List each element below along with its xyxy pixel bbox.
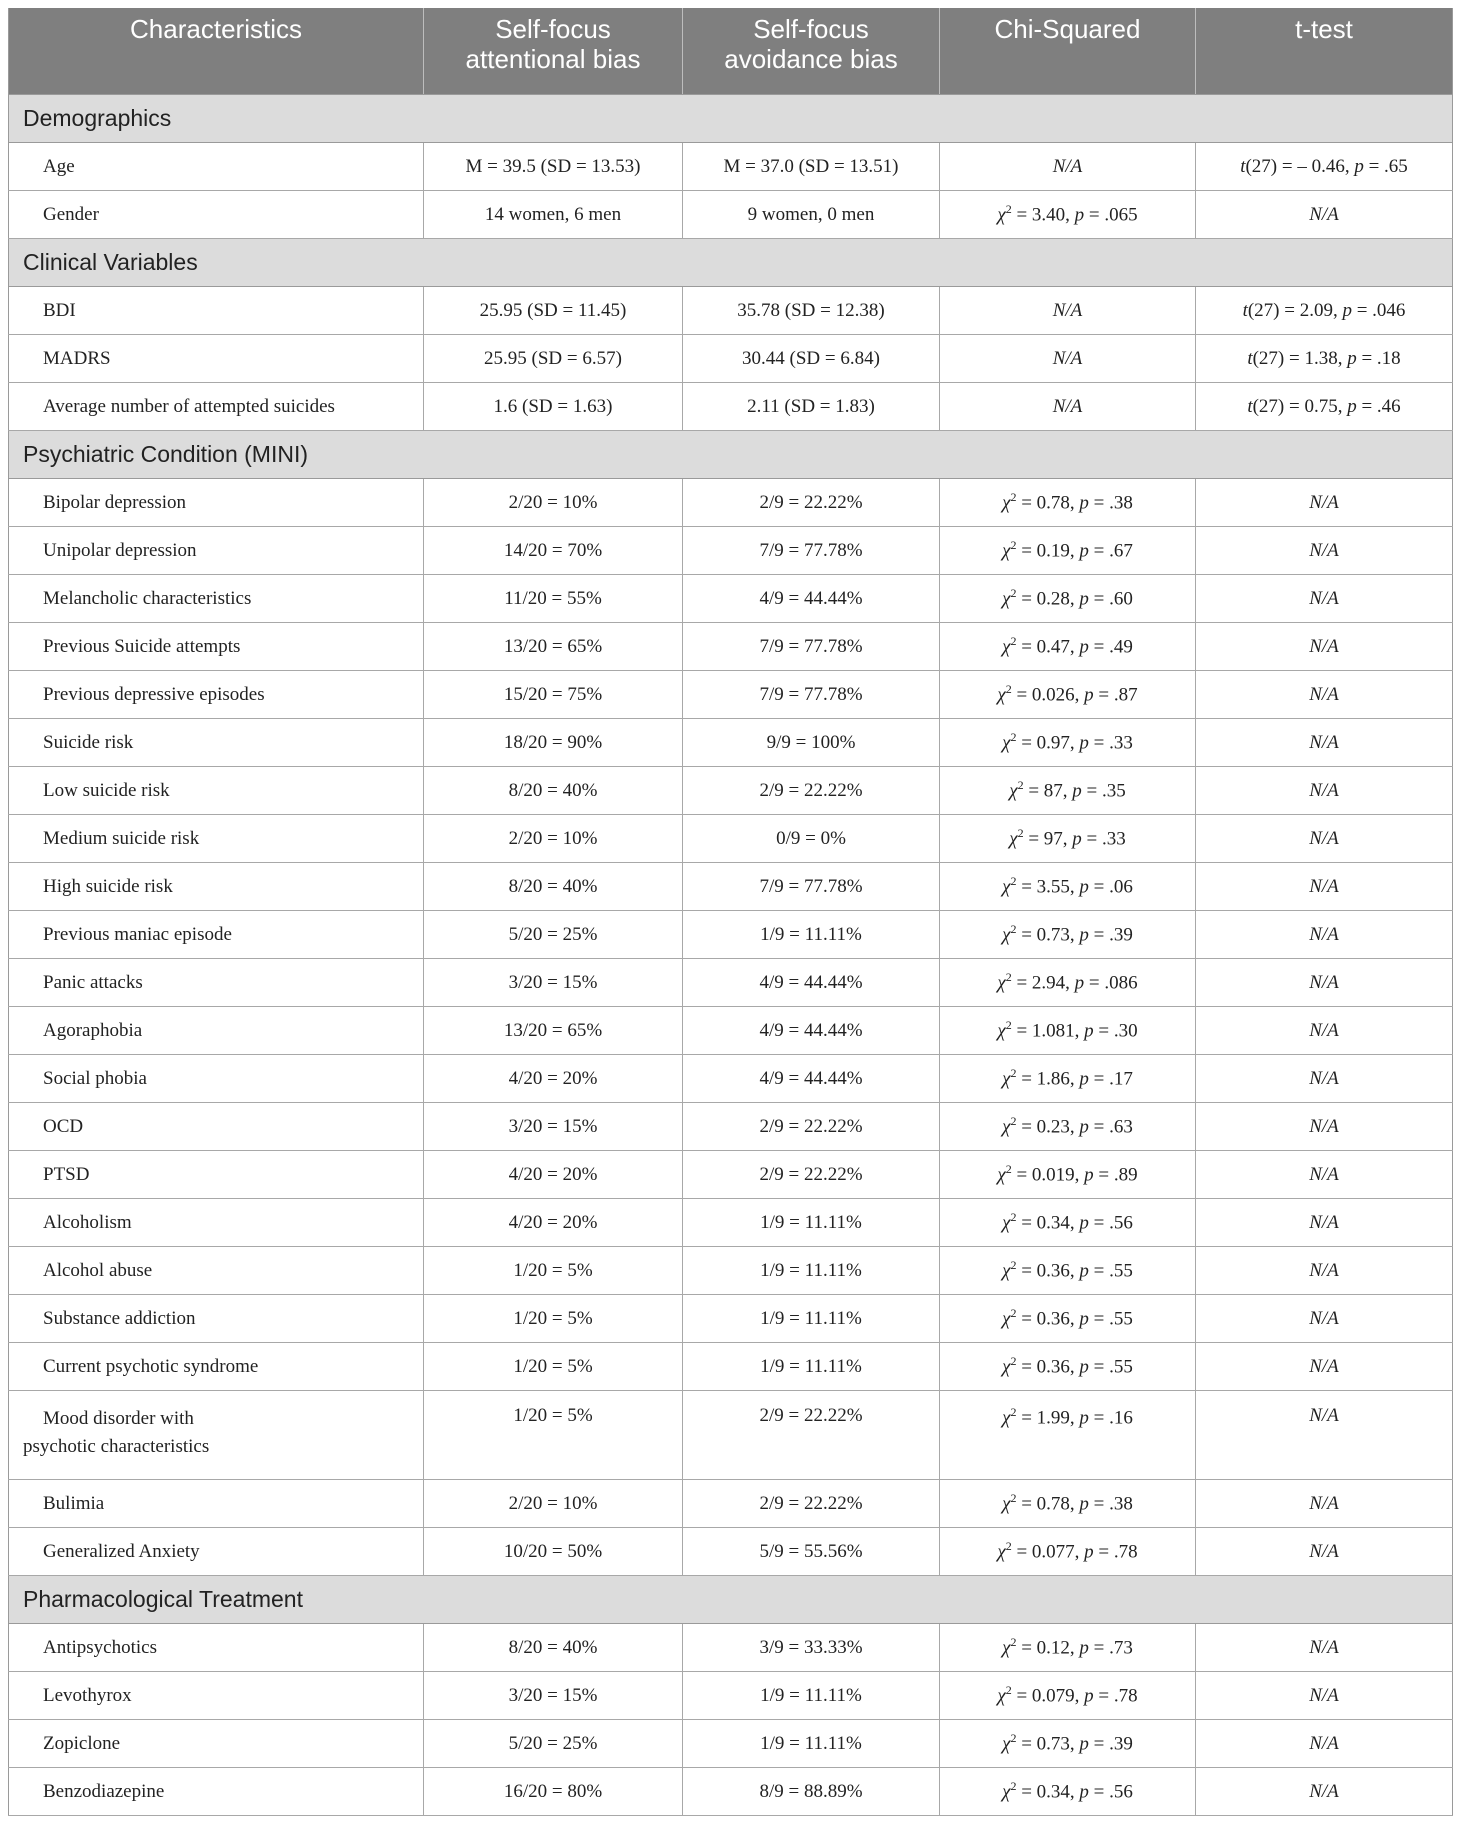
table-row <box>9 191 1453 239</box>
t-test-cell: N/A <box>1196 479 1453 527</box>
characteristic-cell: Average number of attempted suicides <box>9 383 424 431</box>
avoidance-bias-cell: 2/9 = 22.22% <box>683 1480 940 1528</box>
characteristic-cell: Low suicide risk <box>9 767 424 815</box>
table-row <box>9 671 1453 719</box>
avoidance-bias-cell: 2/9 = 22.22% <box>683 479 940 527</box>
characteristic-cell: Panic attacks <box>9 959 424 1007</box>
chi-squared-cell: $\chi^2 = 0.36$, p = .55 <box>940 1295 1196 1343</box>
attentional-bias-cell: 4/20 = 20% <box>424 1055 683 1103</box>
avoidance-bias-cell: 7/9 = 77.78% <box>683 527 940 575</box>
t-test-cell: N/A <box>1196 911 1453 959</box>
t-test-cell: N/A <box>1196 1343 1453 1391</box>
t-test-cell: N/A <box>1196 1480 1453 1528</box>
table-row <box>9 911 1453 959</box>
t-test-cell: t(27) = 1.38, p = .18 <box>1196 335 1453 383</box>
attentional-bias-cell: M = 39.5 (SD = 13.53) <box>424 143 683 191</box>
chi-squared-cell: $\chi^2 = 3.55$, p = .06 <box>940 863 1196 911</box>
table-row <box>9 1199 1453 1247</box>
chi-squared-cell: $\chi^2 = 0.73$, p = .39 <box>940 911 1196 959</box>
avoidance-bias-cell: 4/9 = 44.44% <box>683 1055 940 1103</box>
section-title: Clinical Variables <box>9 239 1453 287</box>
table-row <box>9 863 1453 911</box>
avoidance-bias-cell: 1/9 = 11.11% <box>683 1247 940 1295</box>
t-test-cell: N/A <box>1196 767 1453 815</box>
t-test-cell: N/A <box>1196 959 1453 1007</box>
table-row <box>9 575 1453 623</box>
avoidance-bias-cell: 1/9 = 11.11% <box>683 1672 940 1720</box>
attentional-bias-cell: 1/20 = 5% <box>424 1295 683 1343</box>
section-row <box>9 1576 1453 1624</box>
avoidance-bias-cell: 1/9 = 11.11% <box>683 1720 940 1768</box>
chi-squared-cell: $\chi^2 = 0.36$, p = .55 <box>940 1343 1196 1391</box>
attentional-bias-cell: 1/20 = 5% <box>424 1391 683 1480</box>
characteristic-cell: Previous maniac episode <box>9 911 424 959</box>
chi-squared-cell: $\chi^2 = 1.081$, p = .30 <box>940 1007 1196 1055</box>
avoidance-bias-cell: 1/9 = 11.11% <box>683 1199 940 1247</box>
characteristics-table <box>8 8 1453 1816</box>
t-test-cell: N/A <box>1196 1247 1453 1295</box>
column-header-1 <box>9 8 424 95</box>
attentional-bias-cell: 1/20 = 5% <box>424 1247 683 1295</box>
t-test-cell: N/A <box>1196 1391 1453 1480</box>
column-header-line: Chi-Squared <box>994 14 1141 44</box>
section-row <box>9 431 1453 479</box>
characteristic-cell: Alcoholism <box>9 1199 424 1247</box>
t-test-cell: N/A <box>1196 1151 1453 1199</box>
section-row <box>9 239 1453 287</box>
t-test-cell: N/A <box>1196 1199 1453 1247</box>
table-row <box>9 1055 1453 1103</box>
table-header <box>9 8 1453 95</box>
chi-squared-cell: $\chi^2 = 0.077$, p = .78 <box>940 1528 1196 1576</box>
table-row <box>9 335 1453 383</box>
section-title: Psychiatric Condition (MINI) <box>9 431 1453 479</box>
attentional-bias-cell: 15/20 = 75% <box>424 671 683 719</box>
avoidance-bias-cell: 0/9 = 0% <box>683 815 940 863</box>
avoidance-bias-cell: 2.11 (SD = 1.83) <box>683 383 940 431</box>
chi-squared-cell: $\chi^2 = 87$, p = .35 <box>940 767 1196 815</box>
avoidance-bias-cell: 4/9 = 44.44% <box>683 575 940 623</box>
avoidance-bias-cell: 30.44 (SD = 6.84) <box>683 335 940 383</box>
t-test-cell: N/A <box>1196 1528 1453 1576</box>
chi-squared-cell: N/A <box>940 287 1196 335</box>
chi-squared-cell: $\chi^2 = 3.40$, p = .065 <box>940 191 1196 239</box>
chi-squared-cell: $\chi^2 = 1.99$, p = .16 <box>940 1391 1196 1480</box>
table-row <box>9 143 1453 191</box>
attentional-bias-cell: 3/20 = 15% <box>424 1103 683 1151</box>
column-header-line: t-test <box>1295 14 1353 44</box>
characteristic-cell: Bulimia <box>9 1480 424 1528</box>
attentional-bias-cell: 3/20 = 15% <box>424 1672 683 1720</box>
characteristic-cell: Levothyrox <box>9 1672 424 1720</box>
table-row <box>9 1624 1453 1672</box>
avoidance-bias-cell: 8/9 = 88.89% <box>683 1768 940 1816</box>
t-test-cell: N/A <box>1196 575 1453 623</box>
chi-squared-cell: $\chi^2 = 97$, p = .33 <box>940 815 1196 863</box>
t-test-cell: N/A <box>1196 1103 1453 1151</box>
avoidance-bias-cell: M = 37.0 (SD = 13.51) <box>683 143 940 191</box>
attentional-bias-cell: 8/20 = 40% <box>424 863 683 911</box>
characteristic-cell: High suicide risk <box>9 863 424 911</box>
attentional-bias-cell: 18/20 = 90% <box>424 719 683 767</box>
t-test-cell: N/A <box>1196 1672 1453 1720</box>
attentional-bias-cell: 10/20 = 50% <box>424 1528 683 1576</box>
column-header-5 <box>1196 8 1453 95</box>
characteristic-cell: Bipolar depression <box>9 479 424 527</box>
characteristic-cell: Antipsychotics <box>9 1624 424 1672</box>
characteristic-cell: Unipolar depression <box>9 527 424 575</box>
avoidance-bias-cell: 3/9 = 33.33% <box>683 1624 940 1672</box>
characteristic-cell: Gender <box>9 191 424 239</box>
table-row <box>9 1103 1453 1151</box>
table-row <box>9 1528 1453 1576</box>
avoidance-bias-cell: 2/9 = 22.22% <box>683 1391 940 1480</box>
chi-squared-cell: $\chi^2 = 0.73$, p = .39 <box>940 1720 1196 1768</box>
characteristic-cell: Generalized Anxiety <box>9 1528 424 1576</box>
attentional-bias-cell: 14/20 = 70% <box>424 527 683 575</box>
characteristic-cell: Melancholic characteristics <box>9 575 424 623</box>
t-test-cell: N/A <box>1196 1624 1453 1672</box>
chi-squared-cell: $\chi^2 = 0.019$, p = .89 <box>940 1151 1196 1199</box>
column-header-line: Characteristics <box>130 14 302 44</box>
chi-squared-cell: $\chi^2 = 0.34$, p = .56 <box>940 1768 1196 1816</box>
avoidance-bias-cell: 9/9 = 100% <box>683 719 940 767</box>
header-row <box>9 8 1453 95</box>
t-test-cell: t(27) = – 0.46, p = .65 <box>1196 143 1453 191</box>
table-row <box>9 623 1453 671</box>
chi-squared-cell: $\chi^2 = 0.36$, p = .55 <box>940 1247 1196 1295</box>
section-title: Demographics <box>9 95 1453 143</box>
attentional-bias-cell: 14 women, 6 men <box>424 191 683 239</box>
table-row <box>9 479 1453 527</box>
characteristic-cell: Social phobia <box>9 1055 424 1103</box>
attentional-bias-cell: 5/20 = 25% <box>424 911 683 959</box>
section-row <box>9 95 1453 143</box>
attentional-bias-cell: 1.6 (SD = 1.63) <box>424 383 683 431</box>
attentional-bias-cell: 1/20 = 5% <box>424 1343 683 1391</box>
attentional-bias-cell: 25.95 (SD = 11.45) <box>424 287 683 335</box>
chi-squared-cell: $\chi^2 = 0.97$, p = .33 <box>940 719 1196 767</box>
column-header-3 <box>683 8 940 95</box>
table-body <box>9 95 1453 1816</box>
characteristic-cell: OCD <box>9 1103 424 1151</box>
characteristic-cell: MADRS <box>9 335 424 383</box>
t-test-cell: t(27) = 0.75, p = .46 <box>1196 383 1453 431</box>
t-test-cell: N/A <box>1196 719 1453 767</box>
table-row <box>9 1151 1453 1199</box>
avoidance-bias-cell: 2/9 = 22.22% <box>683 1151 940 1199</box>
avoidance-bias-cell: 4/9 = 44.44% <box>683 959 940 1007</box>
characteristic-cell: Benzodiazepine <box>9 1768 424 1816</box>
t-test-cell: N/A <box>1196 1295 1453 1343</box>
t-test-cell: N/A <box>1196 1768 1453 1816</box>
table-row <box>9 719 1453 767</box>
avoidance-bias-cell: 2/9 = 22.22% <box>683 767 940 815</box>
avoidance-bias-cell: 1/9 = 11.11% <box>683 911 940 959</box>
chi-squared-cell: $\chi^2 = 0.78$, p = .38 <box>940 1480 1196 1528</box>
t-test-cell: N/A <box>1196 863 1453 911</box>
characteristic-cell: Medium suicide risk <box>9 815 424 863</box>
attentional-bias-cell: 4/20 = 20% <box>424 1199 683 1247</box>
avoidance-bias-cell: 7/9 = 77.78% <box>683 623 940 671</box>
characteristic-cell: Alcohol abuse <box>9 1247 424 1295</box>
t-test-cell: N/A <box>1196 527 1453 575</box>
avoidance-bias-cell: 35.78 (SD = 12.38) <box>683 287 940 335</box>
avoidance-bias-cell: 7/9 = 77.78% <box>683 863 940 911</box>
attentional-bias-cell: 4/20 = 20% <box>424 1151 683 1199</box>
chi-squared-cell: $\chi^2 = 0.026$, p = .87 <box>940 671 1196 719</box>
t-test-cell: N/A <box>1196 1007 1453 1055</box>
table-row <box>9 1720 1453 1768</box>
t-test-cell: N/A <box>1196 623 1453 671</box>
chi-squared-cell: $\chi^2 = 0.079$, p = .78 <box>940 1672 1196 1720</box>
attentional-bias-cell: 2/20 = 10% <box>424 479 683 527</box>
chi-squared-cell: $\chi^2 = 0.28$, p = .60 <box>940 575 1196 623</box>
t-test-cell: N/A <box>1196 815 1453 863</box>
table-row <box>9 527 1453 575</box>
chi-squared-cell: $\chi^2 = 0.19$, p = .67 <box>940 527 1196 575</box>
section-title: Pharmacological Treatment <box>9 1576 1453 1624</box>
avoidance-bias-cell: 4/9 = 44.44% <box>683 1007 940 1055</box>
column-header-line: Self-focus <box>753 14 869 44</box>
column-header-line: attentional bias <box>465 44 641 74</box>
attentional-bias-cell: 8/20 = 40% <box>424 767 683 815</box>
chi-squared-cell: $\chi^2 = 0.23$, p = .63 <box>940 1103 1196 1151</box>
characteristic-cell: Mood disorder with psychotic characteristics <box>9 1391 424 1480</box>
t-test-cell: t(27) = 2.09, p = .046 <box>1196 287 1453 335</box>
characteristic-cell: Previous Suicide attempts <box>9 623 424 671</box>
attentional-bias-cell: 2/20 = 10% <box>424 815 683 863</box>
table-row <box>9 1391 1453 1480</box>
t-test-cell: N/A <box>1196 671 1453 719</box>
t-test-cell: N/A <box>1196 1055 1453 1103</box>
characteristic-cell: Substance addiction <box>9 1295 424 1343</box>
attentional-bias-cell: 13/20 = 65% <box>424 1007 683 1055</box>
avoidance-bias-cell: 9 women, 0 men <box>683 191 940 239</box>
attentional-bias-cell: 25.95 (SD = 6.57) <box>424 335 683 383</box>
characteristic-cell: Previous depressive episodes <box>9 671 424 719</box>
table-row <box>9 1343 1453 1391</box>
attentional-bias-cell: 16/20 = 80% <box>424 1768 683 1816</box>
table-row <box>9 815 1453 863</box>
table-row <box>9 1007 1453 1055</box>
attentional-bias-cell: 8/20 = 40% <box>424 1624 683 1672</box>
chi-squared-cell: $\chi^2 = 0.12$, p = .73 <box>940 1624 1196 1672</box>
t-test-cell: N/A <box>1196 1720 1453 1768</box>
characteristic-cell: Agoraphobia <box>9 1007 424 1055</box>
chi-squared-cell: $\chi^2 = 0.34$, p = .56 <box>940 1199 1196 1247</box>
chi-squared-cell: $\chi^2 = 2.94$, p = .086 <box>940 959 1196 1007</box>
attentional-bias-cell: 2/20 = 10% <box>424 1480 683 1528</box>
avoidance-bias-cell: 7/9 = 77.78% <box>683 671 940 719</box>
characteristic-cell: Suicide risk <box>9 719 424 767</box>
table-container <box>8 8 1452 1816</box>
column-header-2 <box>424 8 683 95</box>
table-row <box>9 1247 1453 1295</box>
avoidance-bias-cell: 5/9 = 55.56% <box>683 1528 940 1576</box>
attentional-bias-cell: 13/20 = 65% <box>424 623 683 671</box>
table-row <box>9 767 1453 815</box>
chi-squared-cell: N/A <box>940 383 1196 431</box>
table-row <box>9 1672 1453 1720</box>
chi-squared-cell: $\chi^2 = 0.78$, p = .38 <box>940 479 1196 527</box>
characteristic-cell: Age <box>9 143 424 191</box>
t-test-cell: N/A <box>1196 191 1453 239</box>
attentional-bias-cell: 5/20 = 25% <box>424 1720 683 1768</box>
column-header-line: avoidance bias <box>724 44 898 74</box>
characteristic-cell: BDI <box>9 287 424 335</box>
chi-squared-cell: $\chi^2 = 0.47$, p = .49 <box>940 623 1196 671</box>
avoidance-bias-cell: 2/9 = 22.22% <box>683 1103 940 1151</box>
avoidance-bias-cell: 1/9 = 11.11% <box>683 1295 940 1343</box>
attentional-bias-cell: 3/20 = 15% <box>424 959 683 1007</box>
table-row <box>9 1295 1453 1343</box>
table-row <box>9 287 1453 335</box>
characteristic-cell: Zopiclone <box>9 1720 424 1768</box>
table-row <box>9 1768 1453 1816</box>
column-header-line: Self-focus <box>495 14 611 44</box>
table-row <box>9 1480 1453 1528</box>
column-header-4 <box>940 8 1196 95</box>
characteristic-cell: Current psychotic syndrome <box>9 1343 424 1391</box>
chi-squared-cell: N/A <box>940 335 1196 383</box>
chi-squared-cell: $\chi^2 = 1.86$, p = .17 <box>940 1055 1196 1103</box>
table-row <box>9 383 1453 431</box>
table-row <box>9 959 1453 1007</box>
attentional-bias-cell: 11/20 = 55% <box>424 575 683 623</box>
characteristic-cell: PTSD <box>9 1151 424 1199</box>
chi-squared-cell: N/A <box>940 143 1196 191</box>
avoidance-bias-cell: 1/9 = 11.11% <box>683 1343 940 1391</box>
